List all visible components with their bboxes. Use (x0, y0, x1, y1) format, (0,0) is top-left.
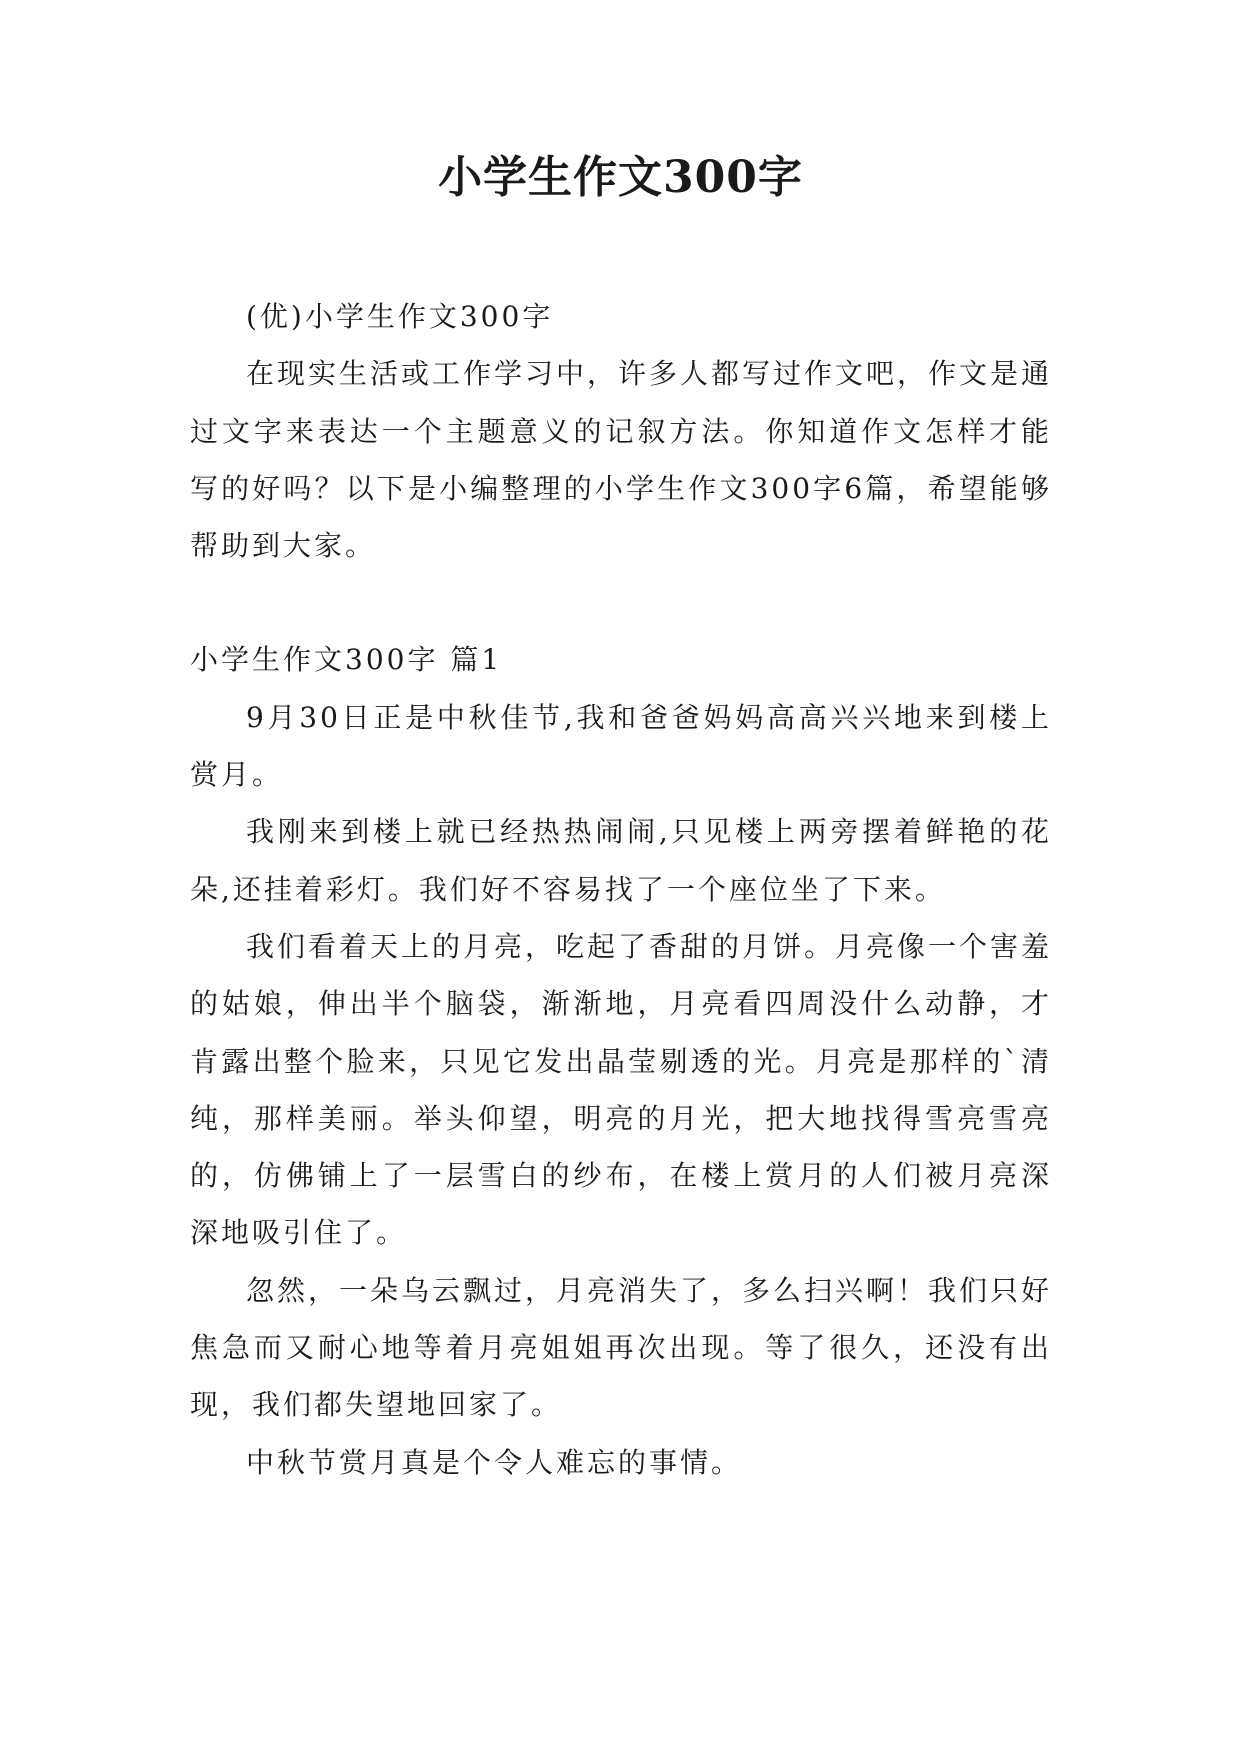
document-body (190, 288, 1052, 1491)
body-paragraph: 9月30日正是中秋佳节,我和爸爸妈妈高高兴兴地来到楼上赏月。 (190, 700, 1052, 792)
document-title: 小学生作文300字 (438, 152, 803, 203)
body-paragraph: 我们看着天上的月亮，吃起了香甜的月饼。月亮像一个害羞的姑娘，伸出半个脑袋，渐渐地，月亮看四周没什么动静，才肯露出整个脸来，只见它发出晶莹剔透的光。月亮是那样的`清纯，那样美丽。举头仰望，明亮的月光，把大地找得雪亮雪亮的，仿佛铺上了一层雪白的纱布，在楼上赏月的人们被月亮深深地吸引住了。 (190, 929, 1053, 1250)
body-paragraph: 中秋节赏月真是个令人难忘的事情。 (246, 1445, 743, 1479)
section-heading: 小学生作文300字 篇1 (190, 643, 503, 677)
document-subtitle: (优)小学生作文300字 (246, 300, 554, 333)
body-paragraph: 忽然，一朵乌云飘过，月亮消失了，多么扫兴啊！我们只好焦急而又耐心地等着月亮姐姐再次出现。等了很久，还没有出现，我们都失望地回家了。 (190, 1273, 1053, 1422)
body-paragraph: 我刚来到楼上就已经热热闹闹,只见楼上两旁摆着鲜艳的花朵,还挂着彩灯。我们好不容易找了一个座位坐了下来。 (190, 815, 1052, 906)
intro-paragraph: 在现实生活或工作学习中，许多人都写过作文吧，作文是通过文字来表达一个主题意义的记叙方法。你知道作文怎样才能写的好吗？以下是小编整理的小学生作文300字6篇，希望能够帮助到大家。 (190, 357, 1053, 563)
